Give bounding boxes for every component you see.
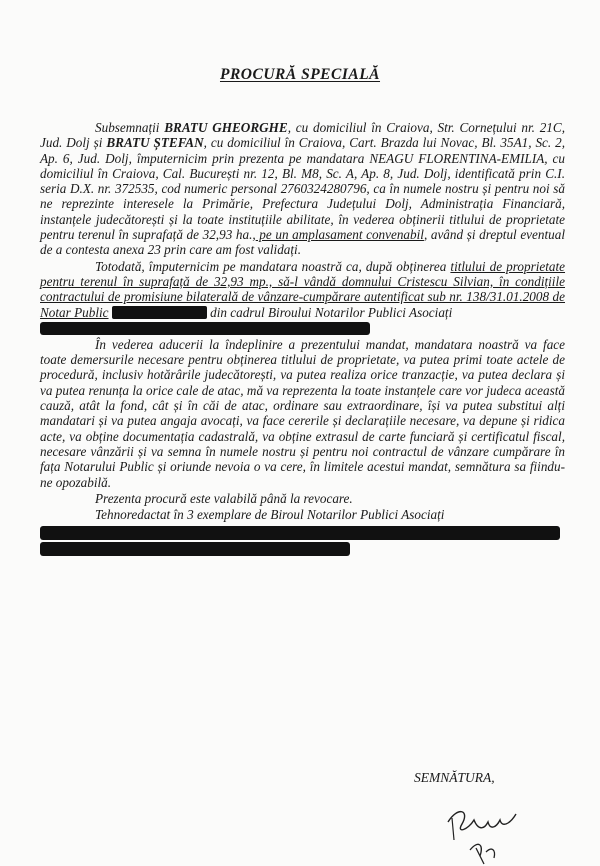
paragraph-sale-mandate: Totodată, împuternicim pe mandatara noastră ca, după obținerea titlului de proprietate pentru terenul în suprafață de 32,93 mp., să-l vândă domnului Cristescu Silvian, în condițiile contractului de promisiune bilaterală de vânzare-cumpărare autentificat sub nr. 138/31.01.2008 de Notar Public din cadrul Biroului Notarilor Publici Asociați	[40, 259, 565, 335]
document-body	[40, 120, 565, 558]
redaction-bar	[112, 306, 207, 319]
redaction-bar	[40, 542, 350, 556]
redaction-bar	[40, 526, 560, 540]
paragraph-validity: Prezenta procură este valabilă până la revocare.	[95, 490, 353, 506]
paragraph-drafting: Tehnoredactat în 3 exemplare de Biroul Notarilor Publici Asociați	[40, 507, 565, 556]
mandator-name-1: BRATU GHEORGHE	[164, 120, 288, 135]
signature-label: SEMNĂTURA,	[414, 770, 495, 785]
paragraph-powers: În vederea aducerii la îndeplinire a prezentului mandat, mandatara noastră va face toate demersurile necesare pentru obținerea titlului de proprietate, va putea primi toate actele de procedură, inclusiv hotărârile judecătorești, va putea realiza orice tranzacție, va putea declara și va putea renunța la orice cale de atac, mă va reprezenta la toate instanțele care vor judeca această cauză, atât la fond, cât și în căi de atac, ordinare sau extraordinare, își va putea substitui alți mandatari și va putea angaja avocați, va face cererile și declarațiile necesare, va depune și ridica acte, va obține documentația cadastrală, va obține extrasul de carte funciară și certificatul fiscal, necesare vânzării și va semna în numele nostru și pentru noi contractul de vânzare cumpărare în fața Notarului Public și oriunde nevoia o va cere, în limitele acestui mandat, semnătura sa fiindu-ne opozabilă.	[40, 336, 565, 490]
paragraph-mandators: Subsemnații BRATU GHEORGHE, cu domiciliul în Craiova, Str. Cornețului nr. 21C, Jud. Dolj și BRATU ȘTEFAN, cu domiciliul în Craiova, Cart. Brazda lui Novac, Bl. 35A1, Sc. 2, Ap. 6, Jud. Dolj, împuternicim prin prezenta pe mandatara NEAGU FLORENTINA-EMILIA, cu domiciliul în Craiova, Cal. București nr. 12, Bl. M8, Sc. A, Ap. 8, Jud. Dolj, identificată prin C.I. seria D.X. nr. 372535, cod numeric personal 2760324280796, ca în numele nostru și pentru noi să ne reprezinte interesele la Primărie, Prefectura Județului Dolj, Administrația Financiară, instanțele judecătorești și la toate instituțiile abilitate, în vederea obținerii titlului de proprietate pentru terenul în suprafață de 32,93 ha., pe un amplasament convenabil, având și dreptul eventual de a contesta anexa 23 prin care am fost validați.	[40, 120, 566, 258]
mandator-name-2: BRATU ȘTEFAN	[106, 135, 204, 151]
underlined-location: pe un amplasament convenabil	[255, 227, 424, 243]
handwritten-signature	[440, 800, 550, 866]
underlined-sale-terms: titlului de proprietate pentru terenul în suprafață de 32,93 mp., să-l vândă domnului Cristescu Silvian, în condițiile contractului de promisiune bilaterală de vânzare-cumpărare autentificat sub nr. 138/31.01.2008 de Notar Public	[40, 258, 566, 320]
document-title: PROCURĂ SPECIALĂ	[219, 66, 381, 83]
redaction-bar	[40, 322, 370, 335]
